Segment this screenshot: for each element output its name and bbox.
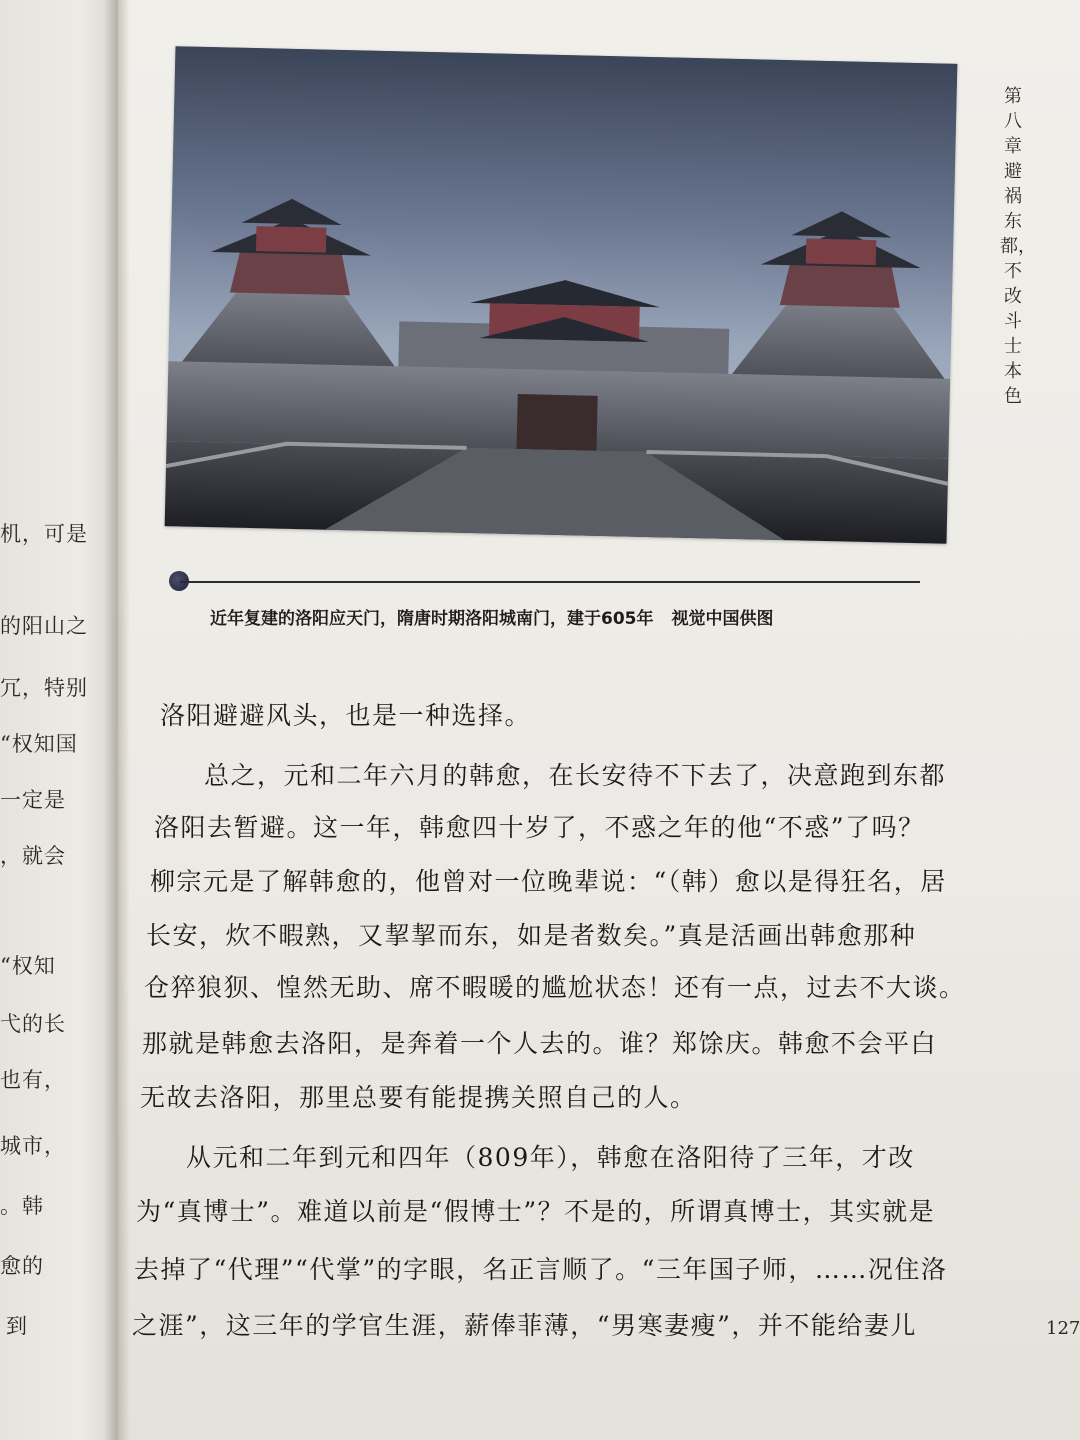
page-number: 127	[1046, 1318, 1080, 1339]
body-line: 柳宗元是了解韩愈的，他曾对一位晚辈说：“（韩）愈以是得狂名，居	[150, 867, 947, 896]
body-line: 从元和二年到元和四年（809年），韩愈在洛阳待了三年，才改	[186, 1143, 915, 1172]
left-page-fragment: 愈的	[0, 1254, 44, 1278]
body-line: 洛阳避避风头，也是一种选择。	[160, 701, 532, 730]
caption-credit: 视觉中国供图	[671, 609, 774, 629]
photo-caption	[210, 604, 774, 629]
left-page-fragment: 弋的长	[0, 1012, 66, 1036]
body-line: 为“真博士”。难道以前是“假博士”？不是的，所谓真博士，其实就是	[136, 1197, 936, 1226]
left-page-fragment: 机，可是	[0, 522, 88, 546]
body-line: 仓猝狼狈、惶然无助、席不暇暖的尴尬状态！还有一点，过去不大谈。	[144, 973, 966, 1002]
body-line: 之涯”，这三年的学官生涯，薪俸菲薄，“男寒妻瘦”，并不能给妻儿	[132, 1311, 917, 1340]
caption-text: 近年复建的洛阳应天门，隋唐时期洛阳城南门，建于605年	[210, 609, 654, 629]
body-line: 无故去洛阳，那里总要有能提携关照自己的人。	[140, 1083, 697, 1112]
body-line: 洛阳去暂避。这一年，韩愈四十岁了，不惑之年的他“不惑”了吗？	[154, 813, 925, 842]
gate-building-icon	[165, 46, 958, 544]
left-page-fragment: 城市，	[0, 1134, 66, 1158]
book-gutter	[104, 0, 130, 1440]
left-page-fragment: 冗，特别	[0, 676, 88, 700]
body-line: 去掉了“代理”“代掌”的字眼，名正言顺了。“三年国子师，……况住洛	[134, 1255, 948, 1284]
left-page-fragment: ，就会	[0, 844, 66, 868]
left-facing-page	[0, 0, 118, 1440]
left-page-fragment: 。韩	[0, 1194, 44, 1218]
left-page-fragment: “权知国	[0, 732, 78, 756]
luoyang-yingtianmen-photo	[165, 46, 958, 544]
body-line: 那就是韩愈去洛阳，是奔着一个人去的。谁？郑馀庆。韩愈不会平白	[142, 1029, 938, 1058]
body-line: 长安，炊不暇熟，又挈挈而东，如是者数矣。”真是活画出韩愈那种	[146, 921, 917, 950]
body-line: 总之，元和二年六月的韩愈，在长安待不下去了，决意跑到东都	[204, 761, 947, 790]
left-page-fragment: 一定是	[0, 788, 66, 812]
running-header: 第八章 避祸东都，不改斗士本色	[1000, 86, 1036, 407]
caption-rule	[180, 581, 920, 583]
left-page-fragment: 到	[6, 1314, 28, 1338]
left-page-fragment: “权知	[0, 954, 56, 978]
left-page-fragment: 也有，	[0, 1068, 66, 1092]
left-page-fragment: 的阳山之	[0, 614, 88, 638]
